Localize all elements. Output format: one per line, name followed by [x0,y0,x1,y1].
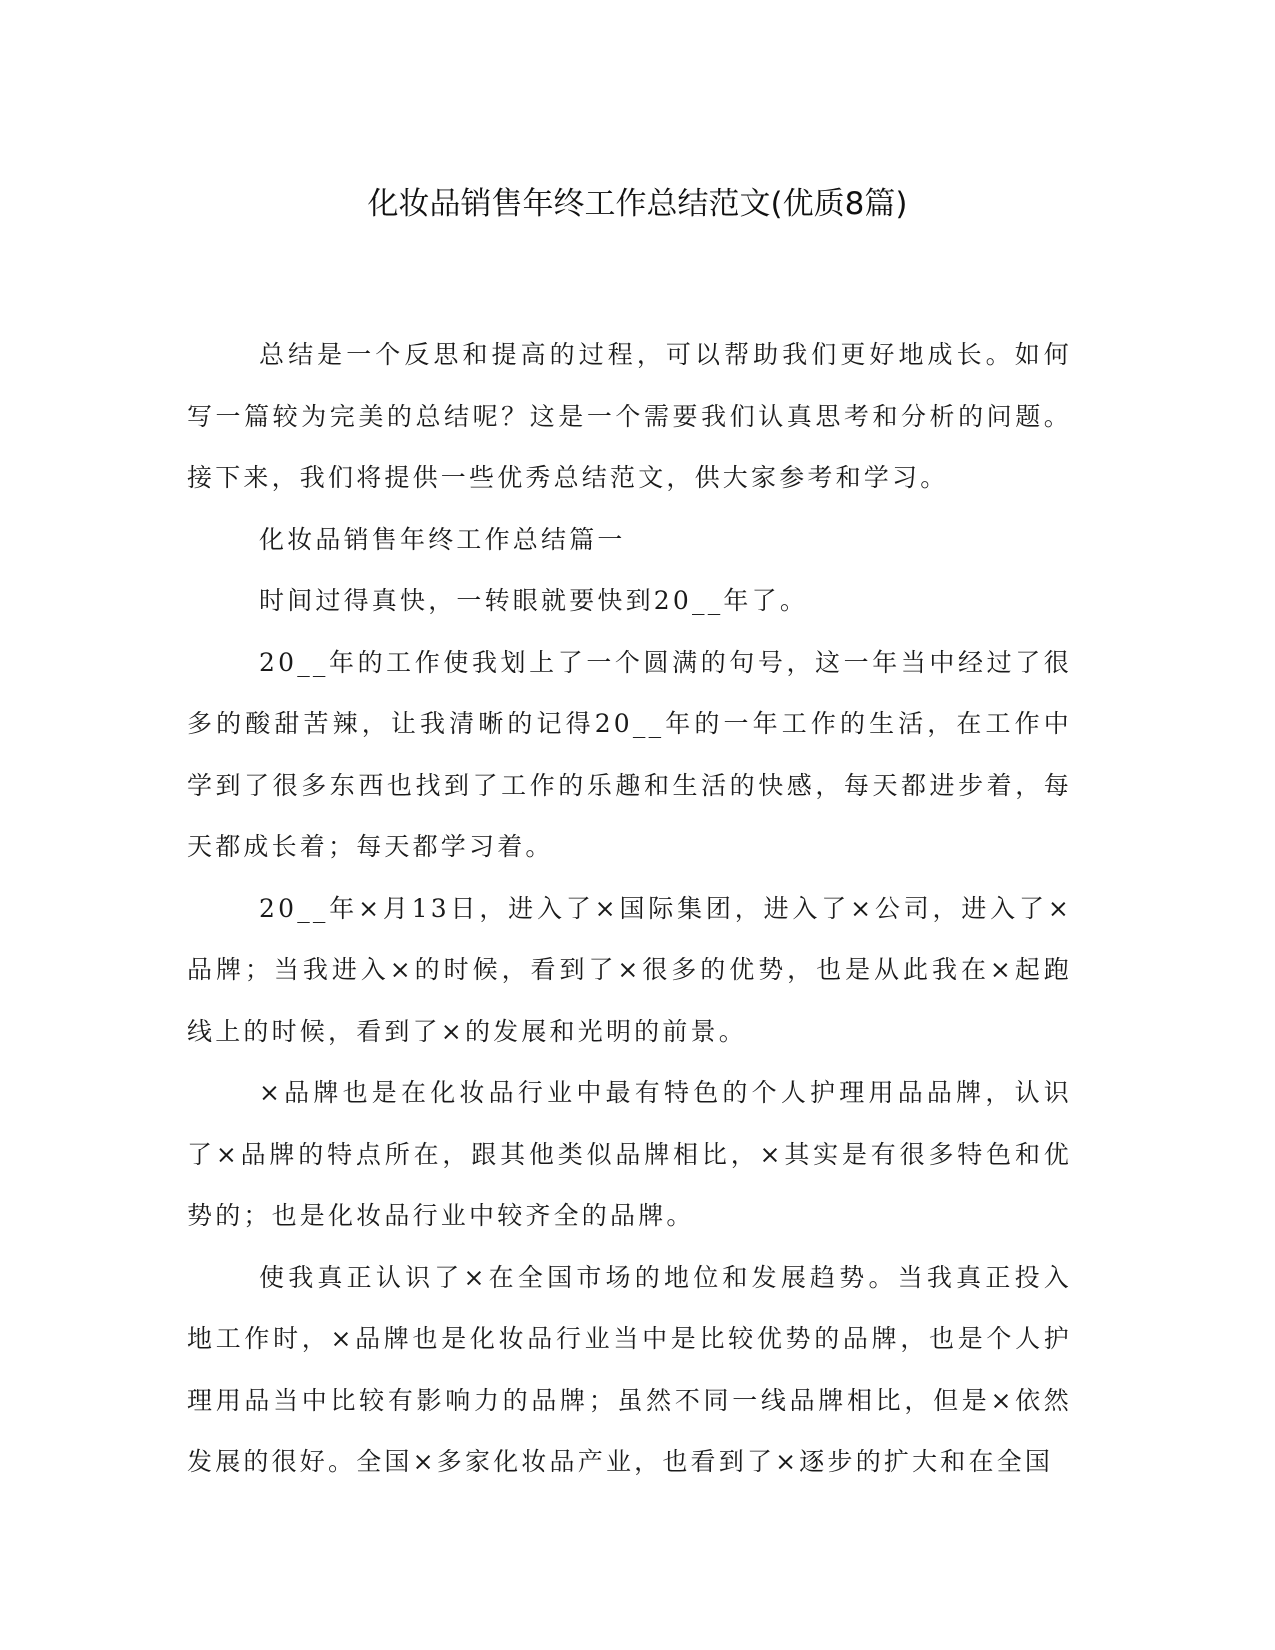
paragraph: 使我真正认识了×在全国市场的地位和发展趋势。当我真正投入地工作时，×品牌也是化妆品行业当中是比较优势的品牌，也是个人护理用品当中比较有影响力的品牌；虽然不同一线品牌相比，但是×依然发展的很好。全国×多家化妆品产业，也看到了×逐步的扩大和在全国 [187,1262,1072,1476]
section-heading: 化妆品销售年终工作总结篇一 [259,524,626,554]
paragraph-intro: 总结是一个反思和提高的过程，可以帮助我们更好地成长。如何写一篇较为完美的总结呢？这是一个需要我们认真思考和分析的问题。接下来，我们将提供一些优秀总结范文，供大家参考和学习。 [187,340,1072,492]
document-title: 化妆品销售年终工作总结范文(优质8篇) [367,186,908,222]
document-body [187,324,1072,1493]
paragraph: 时间过得真快，一转眼就要快到20__年了。 [259,586,809,615]
paragraph: 20__年×月13日，进入了×国际集团，进入了×公司，进入了×品牌；当我进入×的时候，看到了×很多的优势，也是从此我在×起跑线上的时候，看到了×的发展和光明的前景。 [187,893,1072,1046]
paragraph: ×品牌也是在化妆品行业中最有特色的个人护理用品品牌，认识了×品牌的特点所在，跟其他类似品牌相比，×其实是有很多特色和优势的；也是化妆品行业中较齐全的品牌。 [187,1078,1072,1230]
paragraph: 20__年的工作使我划上了一个圆满的句号，这一年当中经过了很多的酸甜苦辣，让我清晰的记得20__年的一年工作的生活，在工作中学到了很多东西也找到了工作的乐趣和生活的快感，每天都进步着，每天都成长着；每天都学习着。 [187,647,1072,861]
